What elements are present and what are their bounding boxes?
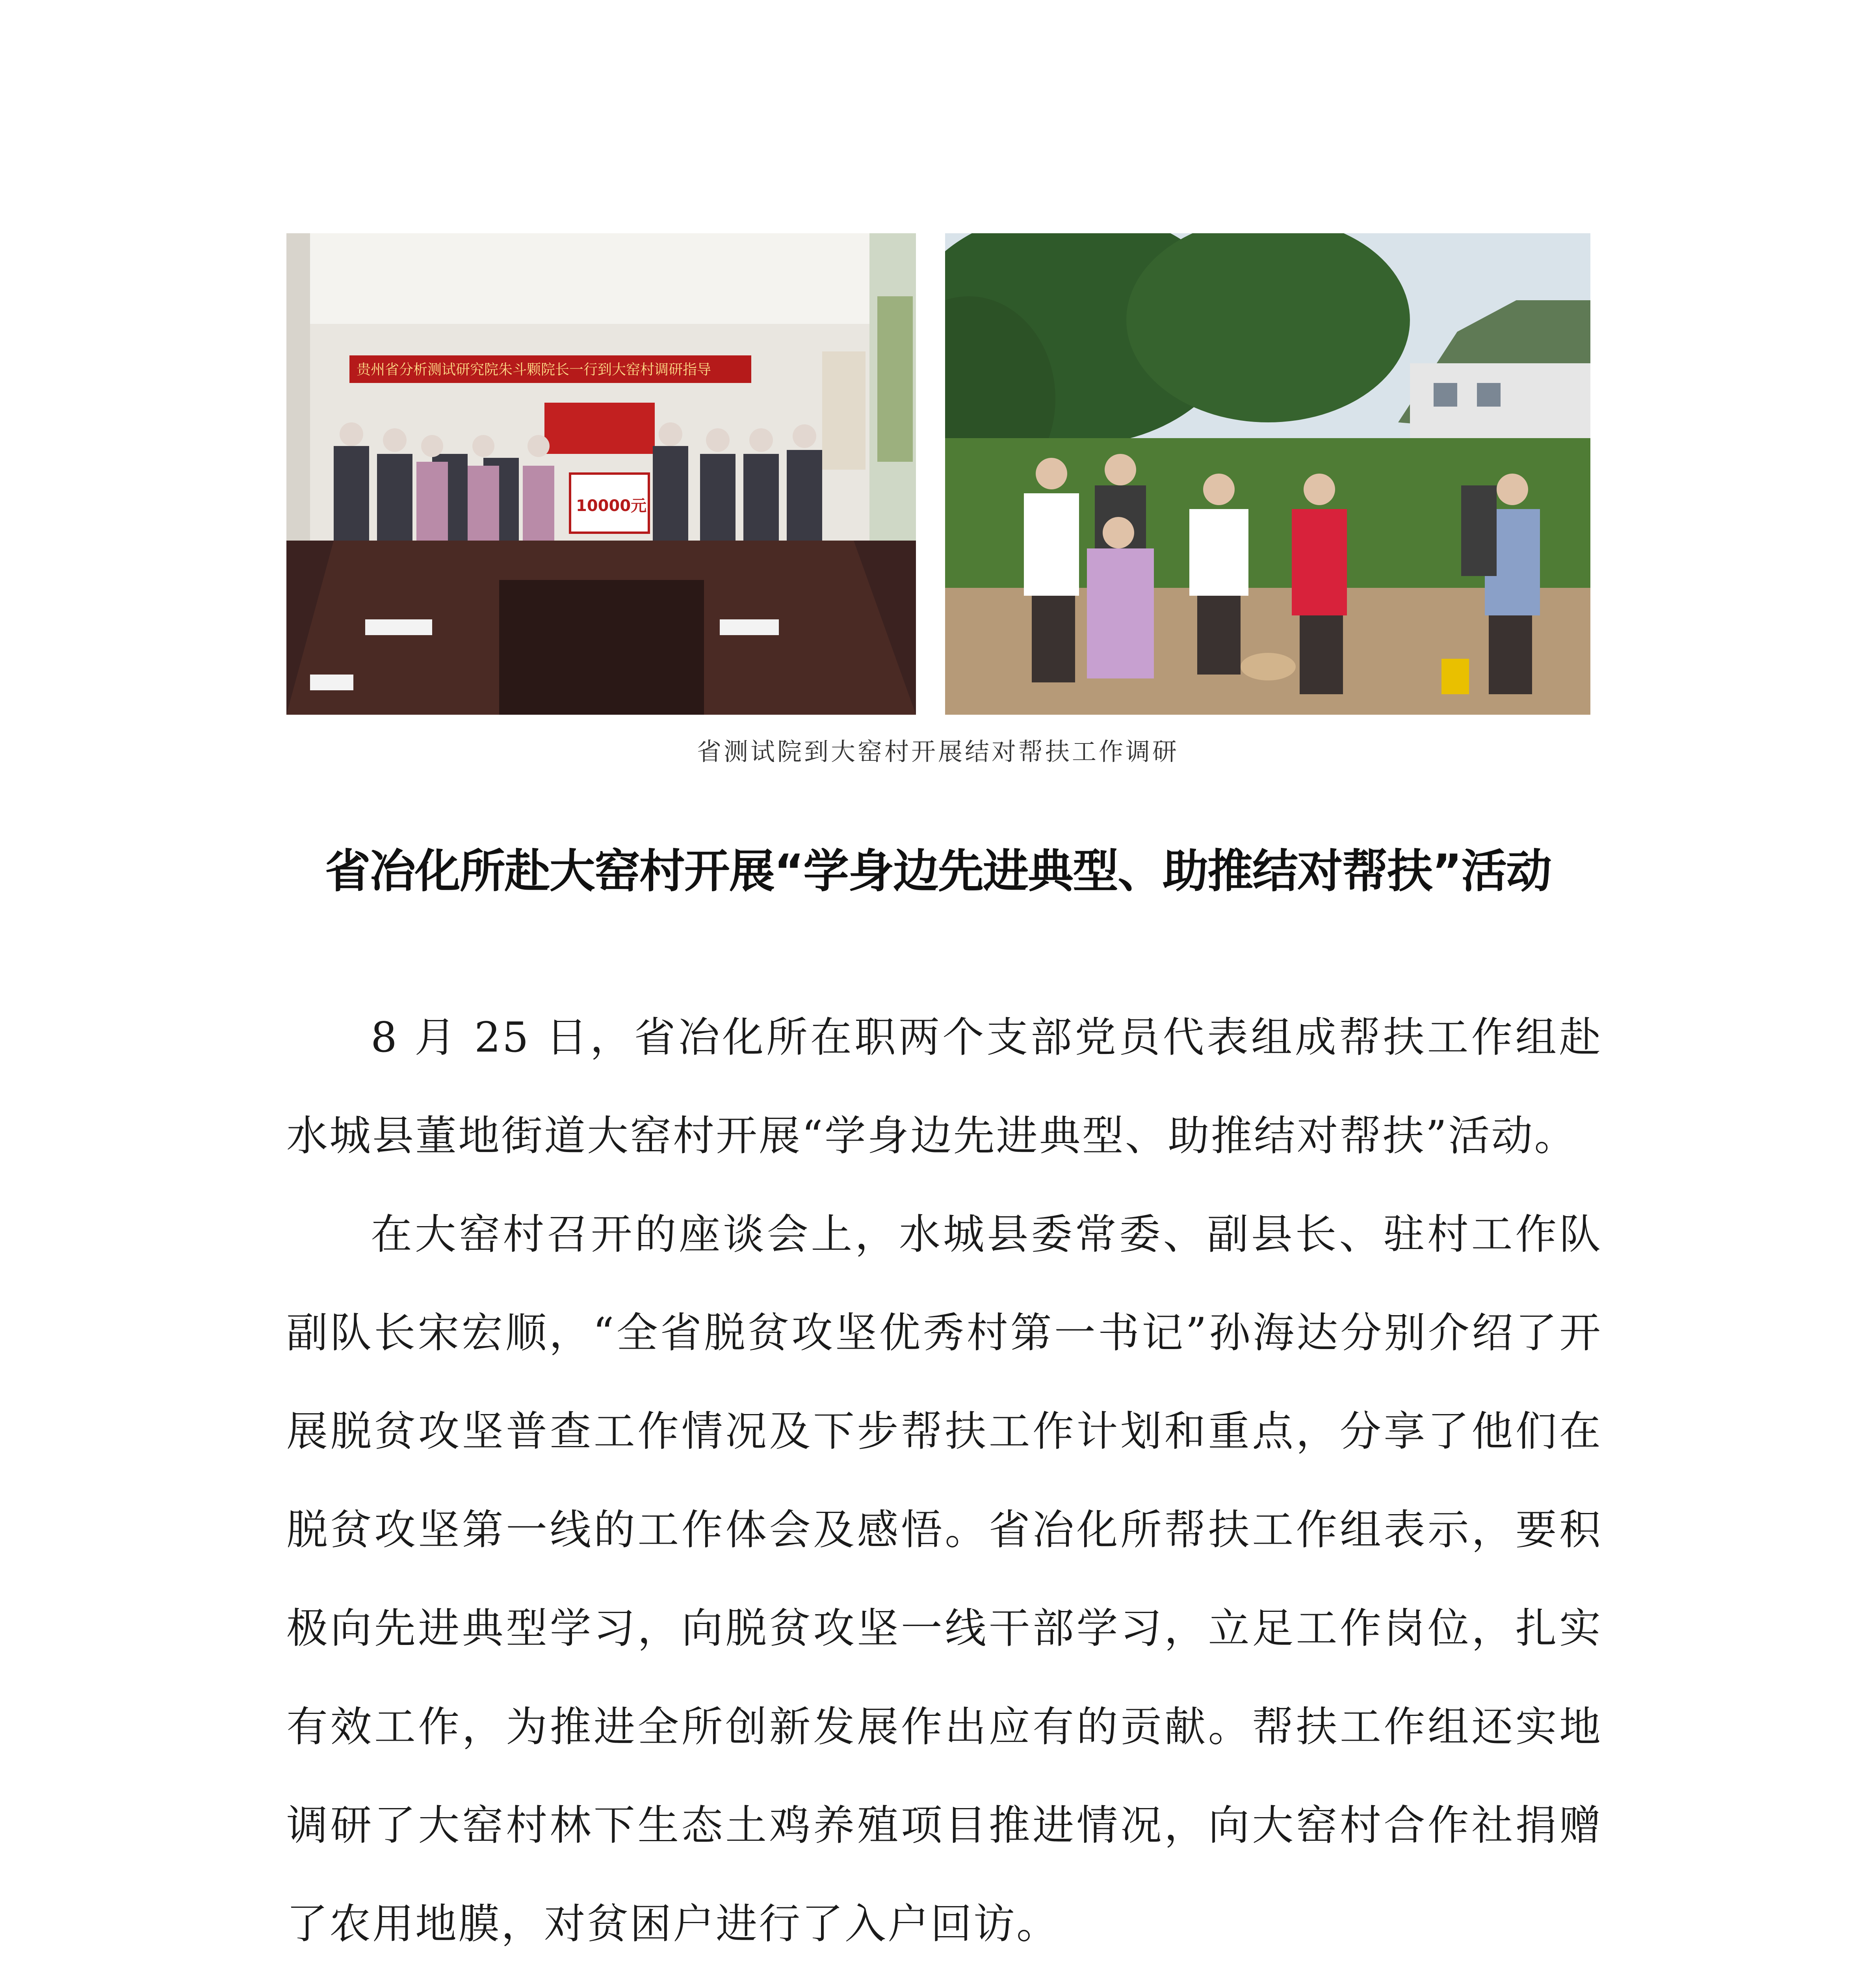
meeting-banner-text: 贵州省分析测试研究院朱斗颗院长一行到大窑村调研指导: [357, 362, 711, 378]
field-visit-photo: [945, 233, 1590, 715]
article-paragraph: 8 月 25 日，省冶化所在职两个支部党员代表组成帮扶工作组赴水城县董地街道大窑村开展“学身边先进典型、助推结对帮扶”活动。: [286, 1013, 1602, 1160]
donation-check-amount: 10000元: [576, 497, 647, 515]
article-headline: 省冶化所赴大窑村开展“学身边先进典型、助推结对帮扶”活动: [325, 845, 1551, 898]
article-body: [286, 988, 1602, 1970]
photo-caption: 省测试院到大窑村开展结对帮扶工作调研: [697, 737, 1179, 766]
article-paragraph: 在大窑村召开的座谈会上，水城县委常委、副县长、驻村工作队副队长宋宏顺，“全省脱贫攻坚优秀村第一书记”孙海达分别介绍了开展脱贫攻坚普查工作情况及下步帮扶工作计划和重点，分享了他们在脱贫攻坚第一线的工作体会及感悟。省冶化所帮扶工作组表示，要积极向先进典型学习，向脱贫攻坚一线干部学习，立足工作岗位，扎实有效工作，为推进全所创新发展作出应有的贡献。帮扶工作组还实地调研了大窑村林下生态土鸡养殖项目推进情况，向大窑村合作社捐赠了农用地膜，对贫困户进行了入户回访。: [286, 1210, 1602, 1948]
meeting-room-photo: [286, 233, 916, 715]
